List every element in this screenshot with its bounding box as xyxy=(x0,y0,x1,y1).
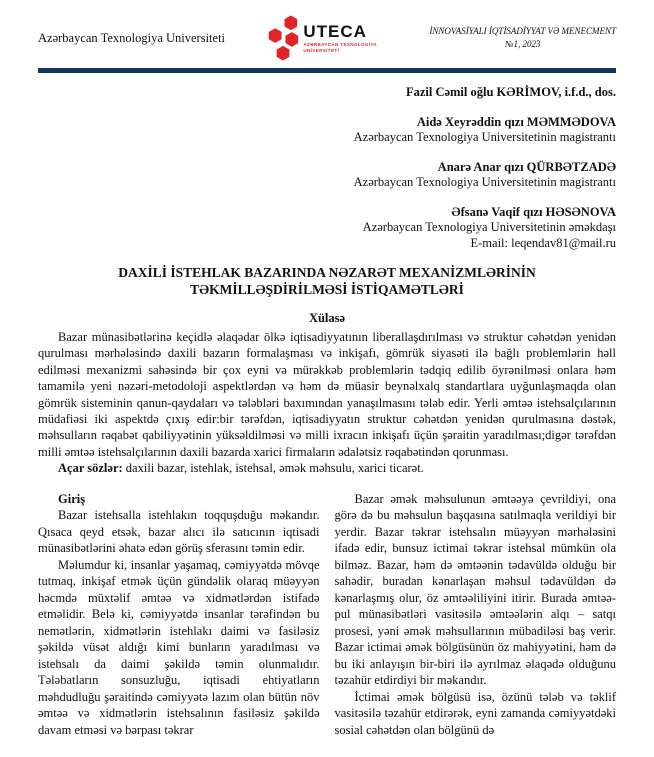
keywords-line xyxy=(38,460,616,476)
authors-block xyxy=(38,85,616,251)
logo-subtext-line1: AZƏRBAYCAN TEXNOLOGİYA xyxy=(303,41,378,47)
logo-text xyxy=(303,23,377,54)
author-name: Əfsanə Vaqif qızı HƏSƏNOVA xyxy=(451,204,616,219)
logo-acronym: UTECA xyxy=(303,21,367,41)
author-affiliation: Azərbaycan Texnologiya Universitetinin magistrantı xyxy=(353,130,616,144)
journal-title: İNNOVASİYALI İQTİSADİYYAT VƏ MENECMENT xyxy=(429,25,616,36)
left-column xyxy=(38,491,320,739)
section-heading-giris: Giriş xyxy=(58,491,86,506)
paragraph: Bazar istehsalla istehlakın toqquşduğu məkandır. Qısaca qeyd etsək, bazar alıcı ilə satıcının iqtisadi münasibətlərini əhatə edən görüş sferasını təmin edir. xyxy=(38,508,320,556)
paragraph: Məlumdur ki, insanlar yaşamaq, cəmiyyətdə mövqe tutmaq, inkişaf etmək üçün gündəlik olaraq müəyyən həcmdə müxtəlif əmtəə və xidmətlərdən istifadə etməlidir. Belə ki, cəmiyyətdə insanlar tərəfindən bu nemətlərin, xidmətlərin istehlakı daimi və fasiləsiz şəkildə vüsət aldığı kimi bunların yaradılması və istehsalı da daimi şəkildə təmin olunmalıdır. Tələbatların sonsuzluğu, iqtisadi ehtiyatların məhdudluğu şəraitində cəmiyyətə lazım olan bütün növ əmtəə və xidmətlərin istehsalının fasiləsiz şəkildə davam etməsi və bərpası təkrar xyxy=(38,557,320,737)
author-block-1 xyxy=(38,85,616,101)
abstract-text: Bazar münasibətlərinə keçidlə əlaqədar ölkə iqtisadiyyatının liberallaşdırılması və struktur cəhətdən yenidən qurulması mərhələsində daxili bazarın formalaşması və inkişafı, gömrük siyasəti ilə bağlı problemlərin həll edilməsi mexanizmi sahəsində bir çox eyni və mürəkkəb problemlərin tədqiq edilib öyrənilməsi onlara həm tamamilə yeni nəzəri-metodoloji aspektlərdən və həm də müasir beynəlxalq standartlara uyğunlaşmaqda olan gömrük sisteminin qanun-qaydaları və tələbləri baxımından yanaşılmasını tələb edir. Yerli əmtəə istehsalçılarının müdafiəsi iki aspektdə çıxış edir:bir tərəfdən, iqtisadiyyatın struktur cəhətdən yenidən qurulmasına dəstək, məhsulların rəqabət qabiliyyətinin yüksəldilməsi və milli ixracın inkişafı üçün şəraitin yaradılması;digər tərəfdən milli əmtəə istehsalçılarının daxili bazarda xarici firmaların ədalətsiz rəqabətindən qorunması. xyxy=(38,330,616,459)
logo-subtext-line2: UNİVERSİTETİ xyxy=(303,47,340,53)
uteca-logo xyxy=(267,14,377,62)
journal-header xyxy=(38,12,616,73)
uteca-hexagons-icon xyxy=(267,14,300,62)
author-email: E-mail: leqendav81@mail.ru xyxy=(470,235,616,250)
keywords-text: daxili bazar, istehlak, istehsal, əmək məhsulu, xarici ticarət. xyxy=(125,461,424,476)
author-block-2 xyxy=(38,115,616,146)
article-title-line2: TƏKMİLLƏŞDİRİLMƏSİ İSTİQAMƏTLƏRİ xyxy=(190,281,464,297)
author-name: Aidə Xeyrəddin qızı MƏMMƏDOVA xyxy=(416,114,616,129)
article-body xyxy=(38,491,616,739)
university-name: Azərbaycan Texnologiya Universiteti xyxy=(38,30,226,45)
right-column xyxy=(335,491,617,739)
author-block-4 xyxy=(38,205,616,252)
author-name: Fazil Cəmil oğlu KƏRİMOV, i.f.d., dos. xyxy=(405,85,616,99)
author-name: Anarə Anar qızı QÜRBƏTZADƏ xyxy=(437,159,616,174)
article-title xyxy=(38,265,616,298)
journal-issue: №1, 2023 xyxy=(504,39,541,49)
article-title-line1: DAXİLİ İSTEHLAK BAZARINDA NƏZARƏT MEXANİZMLƏRİNİN xyxy=(118,265,536,280)
journal-title-block xyxy=(429,25,616,52)
author-affiliation: Azərbaycan Texnologiya Universitetinin magistrantı xyxy=(353,175,616,189)
author-affiliation: Azərbaycan Texnologiya Universitetinin əməkdaşı xyxy=(362,220,616,234)
logo-subtext xyxy=(303,42,377,54)
keywords-label: Açar sözlər: xyxy=(58,461,123,476)
abstract-heading: Xülasə xyxy=(308,311,346,325)
author-block-3 xyxy=(38,160,616,191)
paragraph: Bazar əmək məhsulunun əmtəəyə çevrildiyi, ona görə də bu məhsulun başqasına satılmaqla verildiyi bir yerdir. Bazar təkrar istehsalın müəyyən mərhələsini ifadə edir, bunsuz ictimai təkrar istehsal mümkün ola bilməz. Bazar, həm də əmtəənin tədavüldə olduğu bir sahədir, buradan kənarlaşan məhsul tədavüldən də kənarlaşmış olur, öz əmtəəliliyini itirir. Burada əmtəə-pul münasibətləri vasitəsilə əmtəələrin alqı – satqı prosesi, yəni əmək məhsullarının mübadiləsi baş verir. Bazar ictimai əmək bölgüsünün öz mahiyyətini, həm də bu iki anlayışın bir-biri ilə ayrılmaz əlaqədə olduğunu təzahür etdirdiyi bir məkandır. xyxy=(334,491,616,688)
paragraph: İctimai əmək bölgüsü isə, özünü tələb və təklif vasitəsilə təzahür etdirərək, eyni zamanda cəmiyyətdəki sosial cəhətdən olan bölgünü də xyxy=(334,689,616,737)
